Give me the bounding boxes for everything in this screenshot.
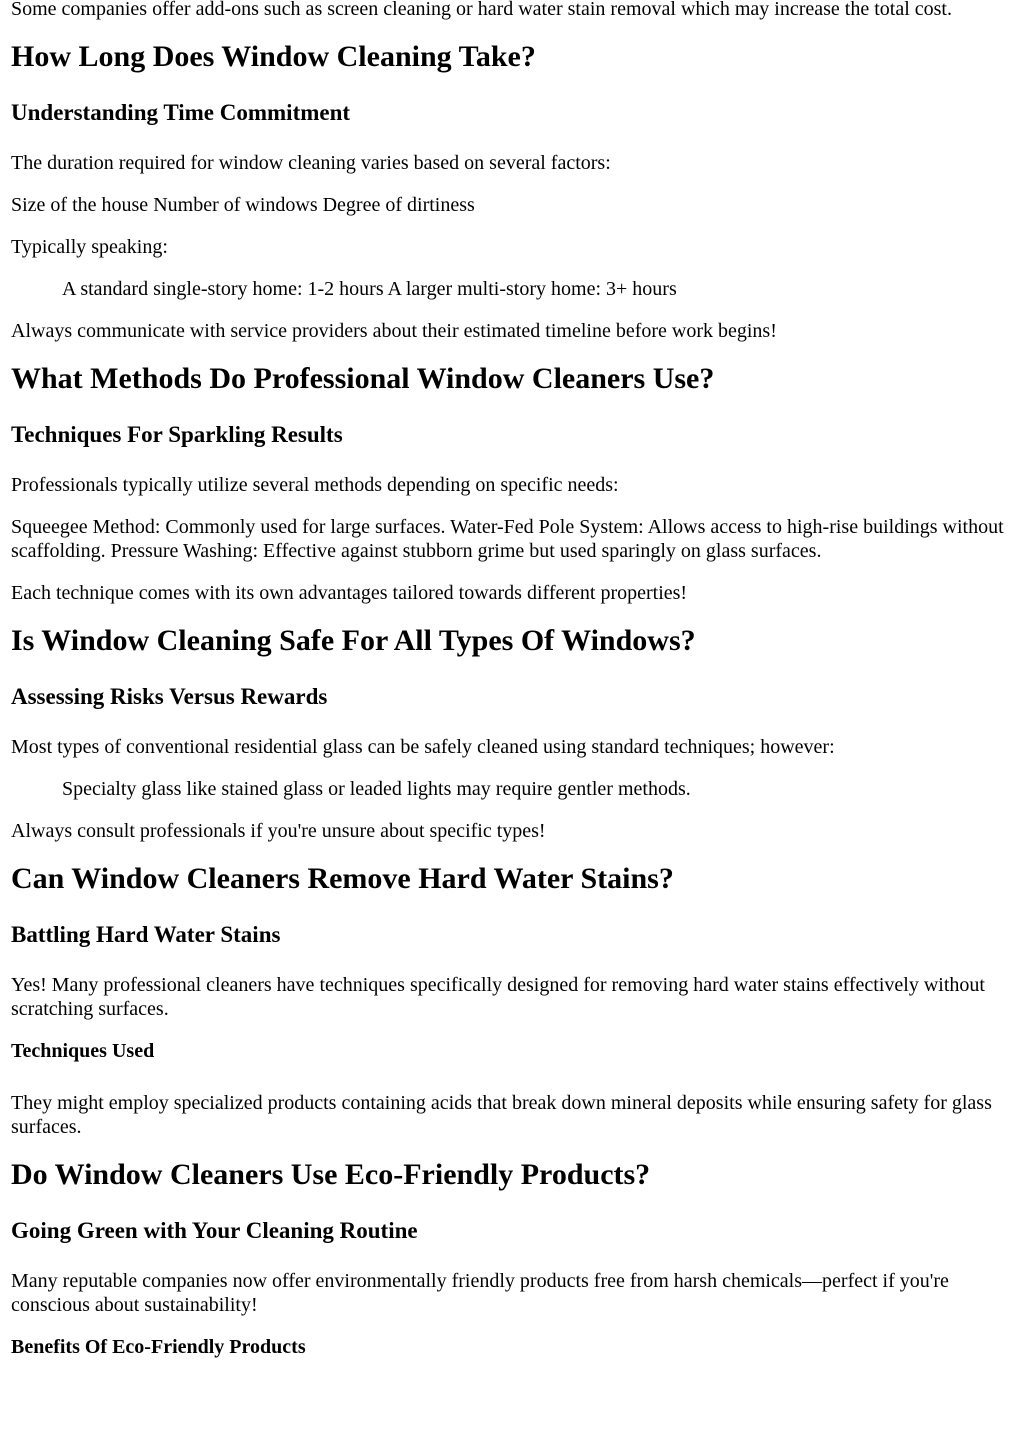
minor-heading: Benefits Of Eco-Friendly Products (11, 1336, 306, 1358)
blockquote: Specialty glass like stained glass or leaded lights may require gentler methods. (62, 778, 691, 800)
section-subheading: Battling Hard Water Stains (11, 922, 281, 947)
section-subheading: Going Green with Your Cleaning Routine (11, 1218, 418, 1243)
paragraph: Typically speaking: (11, 236, 168, 258)
section-duration (11, 39, 1013, 343)
section-safety (11, 623, 1013, 843)
section-hard-water (11, 861, 1013, 1139)
paragraph: Size of the house Number of windows Degree of dirtiness (11, 194, 475, 216)
section-heading: How Long Does Window Cleaning Take? (11, 40, 536, 73)
section-methods (11, 361, 1013, 605)
section-heading: Is Window Cleaning Safe For All Types Of Windows? (11, 624, 696, 657)
section-subheading: Understanding Time Commitment (11, 100, 351, 125)
intro-paragraph: Some companies offer add-ons such as screen cleaning or hard water stain removal which may increase the total cost. (11, 0, 952, 20)
paragraph: Many reputable companies now offer environmentally friendly products free from harsh chemicals—perfect if you're conscious about sustainability! (11, 1270, 949, 1316)
paragraph: Each technique comes with its own advantages tailored towards different properties! (11, 582, 688, 604)
section-subheading: Assessing Risks Versus Rewards (11, 684, 328, 709)
paragraph: Squeegee Method: Commonly used for large surfaces. Water-Fed Pole System: Allows access to high-rise buildings without scaffolding. Pressure Washing: Effective against stubborn grime but used sparingly on glass surfaces. (11, 516, 1004, 562)
section-heading: What Methods Do Professional Window Cleaners Use? (11, 362, 715, 395)
paragraph: Always consult professionals if you're unsure about specific types! (11, 820, 546, 842)
paragraph: They might employ specialized products containing acids that break down mineral deposits while ensuring safety for glass surfaces. (11, 1092, 992, 1138)
section-eco-friendly (11, 1157, 1013, 1359)
paragraph: Yes! Many professional cleaners have techniques specifically designed for removing hard water stains effectively without scratching surfaces. (11, 974, 985, 1020)
section-heading: Can Window Cleaners Remove Hard Water Stains? (11, 862, 674, 895)
paragraph: Most types of conventional residential glass can be safely cleaned using standard techniques; however: (11, 736, 835, 758)
section-subheading: Techniques For Sparkling Results (11, 422, 343, 447)
section-heading: Do Window Cleaners Use Eco-Friendly Products? (11, 1158, 651, 1191)
paragraph: Professionals typically utilize several methods depending on specific needs: (11, 474, 619, 496)
blockquote: A standard single-story home: 1-2 hours A larger multi-story home: 3+ hours (62, 278, 677, 300)
paragraph: Always communicate with service providers about their estimated timeline before work begins! (11, 320, 777, 342)
minor-heading: Techniques Used (11, 1040, 155, 1062)
paragraph: The duration required for window cleaning varies based on several factors: (11, 152, 611, 174)
